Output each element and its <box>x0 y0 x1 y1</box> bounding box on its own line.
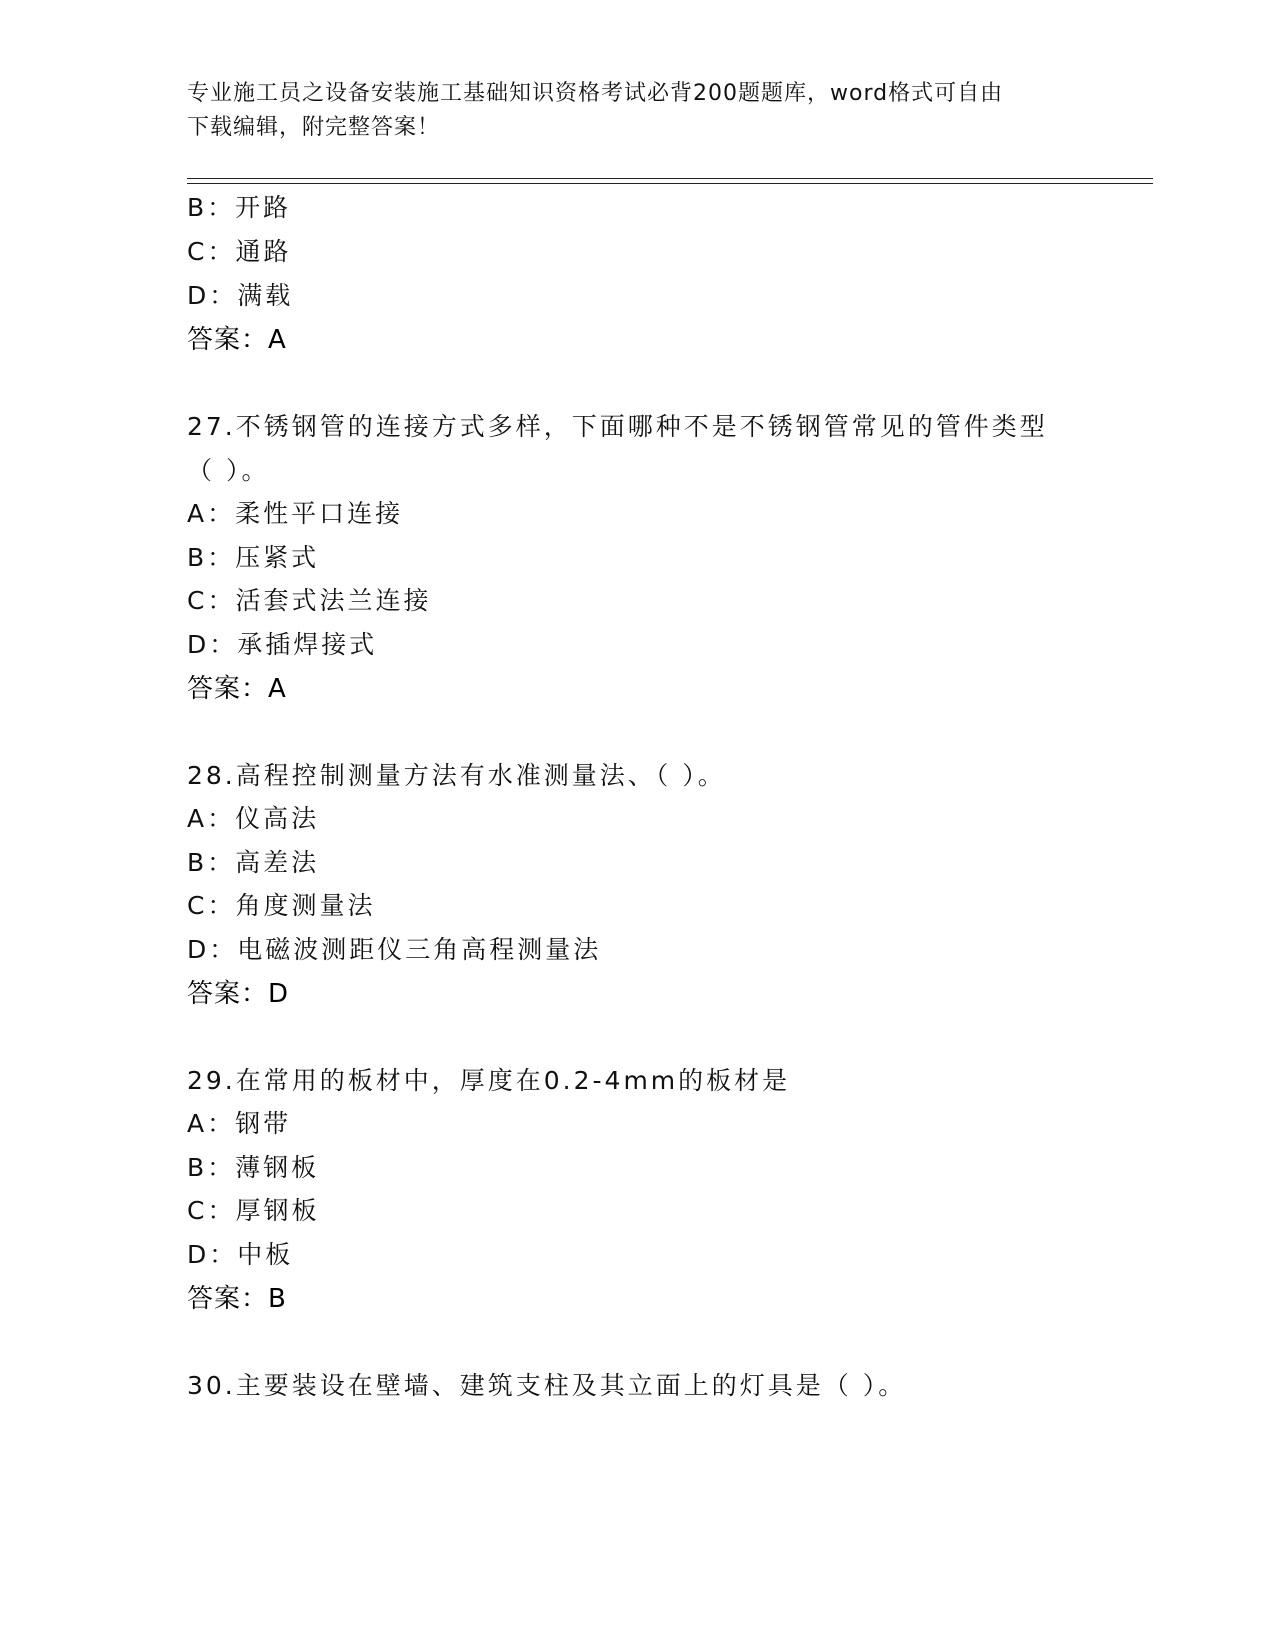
answer: 答案：B <box>187 1284 287 1314</box>
option-a: A：仪高法 <box>187 804 320 833</box>
option-c: C：角度测量法 <box>187 891 376 920</box>
option-d: D：中板 <box>187 1240 294 1269</box>
option-d: D：满载 <box>187 281 294 310</box>
option-a: A：钢带 <box>187 1109 292 1138</box>
option-b: B：高差法 <box>187 848 320 877</box>
option-d: D：承插焊接式 <box>187 630 378 659</box>
option-b: B：薄钢板 <box>187 1153 320 1182</box>
option-d: D：电磁波测距仪三角高程测量法 <box>187 935 602 964</box>
option-a: A：柔性平口连接 <box>187 499 404 528</box>
option-c: C：活套式法兰连接 <box>187 586 432 615</box>
header-rule-top <box>187 178 1153 179</box>
question-29-stem: 29.在常用的板材中，厚度在0.2-4mm的板材是 <box>187 1066 791 1095</box>
question-30-stem: 30.主要装设在壁墙、建筑支柱及其立面上的灯具是（ ）。 <box>187 1371 907 1400</box>
question-27-stem-cont: （ ）。 <box>187 456 270 485</box>
answer: 答案：D <box>187 979 290 1009</box>
header-rule-bottom <box>187 183 1153 184</box>
option-c: C：通路 <box>187 237 292 266</box>
option-b: B：开路 <box>187 193 292 222</box>
answer: 答案：A <box>187 674 287 704</box>
option-b: B：压紧式 <box>187 543 320 572</box>
answer: 答案：A <box>187 325 287 355</box>
option-c: C：厚钢板 <box>187 1196 320 1225</box>
document-title-line-1: 专业施工员之设备安装施工基础知识资格考试必背200题题库，word格式可自由 <box>187 81 1004 106</box>
question-28-stem: 28.高程控制测量方法有水准测量法、（ ）。 <box>187 761 726 790</box>
document-title-line-2: 下载编辑，附完整答案！ <box>187 115 441 140</box>
question-27-stem: 27.不锈钢管的连接方式多样，下面哪种不是不锈钢管常见的管件类型 <box>187 412 1048 441</box>
